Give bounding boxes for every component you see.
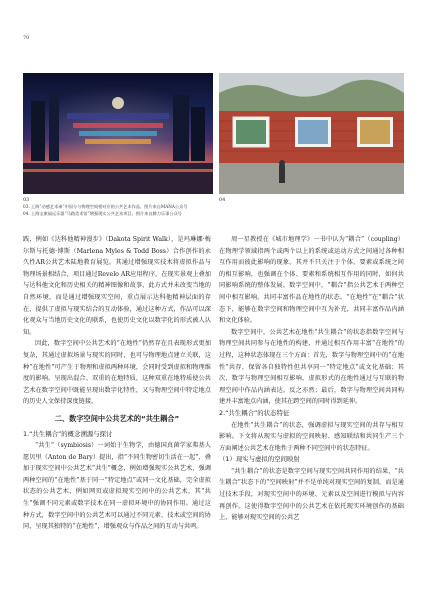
figure-caption-04: 04. 上海宝康福远乐器“马路美术馆”增强现实公共艺术项目。图片来自腾力乐事公众号 — [23, 211, 182, 216]
figure-03-label: 03 — [23, 197, 30, 203]
paragraph: 践，例如《达科他精神漫步》（Dakota Spirit Walk），是玛琳娜·梅尔斯与托德·博斯（Marlena Myles & Todd Boss）合作创作的永久性AR公共艺术陆地教育展览。其通过增强现实技术将虚拟作品与物理场景相结合，项目通过Revelo AR应用程序，在现实景观上叠加与达科他文化和历史相关的精神图像和故事，此方式并未改变当地的自然环境，而是通过增强现实空间，重点展示达科他精神层面的存在，提供了虚拟与现实结合的互动体验，通过这种方式，作品可以深化观众与当地历史文化的联系，也使历史文化以数字化的形式被人认知。 — [23, 236, 211, 336]
right-column — [219, 234, 404, 524]
paragraph: 周一星教授在《城市地理学》一书中认为“耦合”（coupling）在物理学领域指两个或两个以上的系统或运动方式之间通过各种相互作用而彼此影响的现象。其并不只关注于个体，要素或系统之间的相互影响，也强调在个体、要素和系统相互作用的同时，如何共同影响系统的整体发展。数字空间中，“耦合”指公共艺术于两种空间中相互影响。共同丰富作品在地性的状态。“在地性”在“耦合”状态下，能够在数字空间和物理空间中互为补充，共同丰富作品内涵和文化体验。 — [219, 236, 404, 325]
subsection-heading: 2.“共生耦合”的状态特征 — [219, 408, 290, 417]
paragraph: “共生耦合”的状态是数字空间与现实空间共同作用的结果，“共生耦合”状态下的“空间映射”并不是单纯对现实空间的复制，而是通过技术手段，对现实空间中的环境、元素以及空间进行模拟与内容再创作。这使得数字空间中的公共艺术在依托现实环境创作的基础上，能够对现实空间的公共艺 — [219, 467, 404, 522]
subsection-heading: （1）现实与虚拟的空间映射 — [219, 455, 300, 464]
figure-03-illustration — [23, 73, 213, 194]
paragraph: “共生”（symbiosis）一词始于生物学，由德国真菌学家弗基人愿贝里（Anton de Bary）提出，指“不同生物密切生活在一起”，叠加于现实空间中公共艺术“共生”概念，例如增强现实公共艺术，强调两种空间的“在地性”基于同一“特定地点”或同一文化基础，完全虚拟状态的公共艺术，例如网页或虚拟现实空间中的公共艺术，其“共生”强调不同元素或数字技术在同一虚拟环境中的协同作用。通过这种方式，数字空间中的公共艺术可以通过不同元素、技术或空间的协同，呈现其独特的“在地性”，增强观众与作品之间的互动与共鸣。 — [23, 442, 211, 531]
left-column — [23, 234, 211, 533]
paragraph: 在地性“共生耦合”的状态，强调虚拟与现实空间的共存与相互影响。下文将从现实与虚拟的空间映射、感知联结和共同生产三个方面阐述公共艺术在地性于两种不同空间中的状态特征。 — [219, 421, 404, 452]
paragraph: 因此，数字空间中公共艺术的“在地性”仍然存在且表现形式更加复杂，其通过虚拟场景与现实的同时，也可与物理地点建立关联，这种“在地性”可产生于物理和虚拟两种环境，会同时受到虚拟和物理维度的影响。呈现出混合、双重的在地特质，这种双重在地特质使公共艺术在数字空间中既能呈现出数字化特性，又与物理空间中特定地点的历史人文保持深度链接。 — [23, 340, 211, 406]
subsection-heading: 1.“共生耦合”的概念溯源与探讨 — [23, 429, 113, 438]
figure-04-illustration — [219, 73, 404, 194]
section-heading: 二、数字空间中公共艺术的“共生耦合” — [54, 413, 180, 423]
figure-04-label: 04 — [219, 197, 226, 203]
figure-04-photo — [219, 73, 404, 194]
figure-caption-03: 03. 上海“动感艺术乘”中国分与物理空间相对应的公共艺术作品。图片来自MANA公众号 — [23, 204, 188, 209]
page-number: 70 — [23, 35, 30, 41]
paragraph: 数字空间中，公共艺术在地性“共生耦合”的状态指数字空间与物理空间共同参与在地性的构建，并通过相互作用丰富“在地性”的过程，这种状态体现在三个方面：首先，数字与物理空间中的“在地性”共存，保留各自独特性但共享同一“特定地点”或文化基础；其次，数字与物理空间相互影响，虚拟形式的在地性通过与互联的物理空间中作品内涵表达。反之亦然；最后，数字与物理空间共同构建并丰富地点内涵，使其在跨空间的同时得到延伸。 — [219, 328, 404, 406]
figure-03-photo — [23, 73, 213, 194]
